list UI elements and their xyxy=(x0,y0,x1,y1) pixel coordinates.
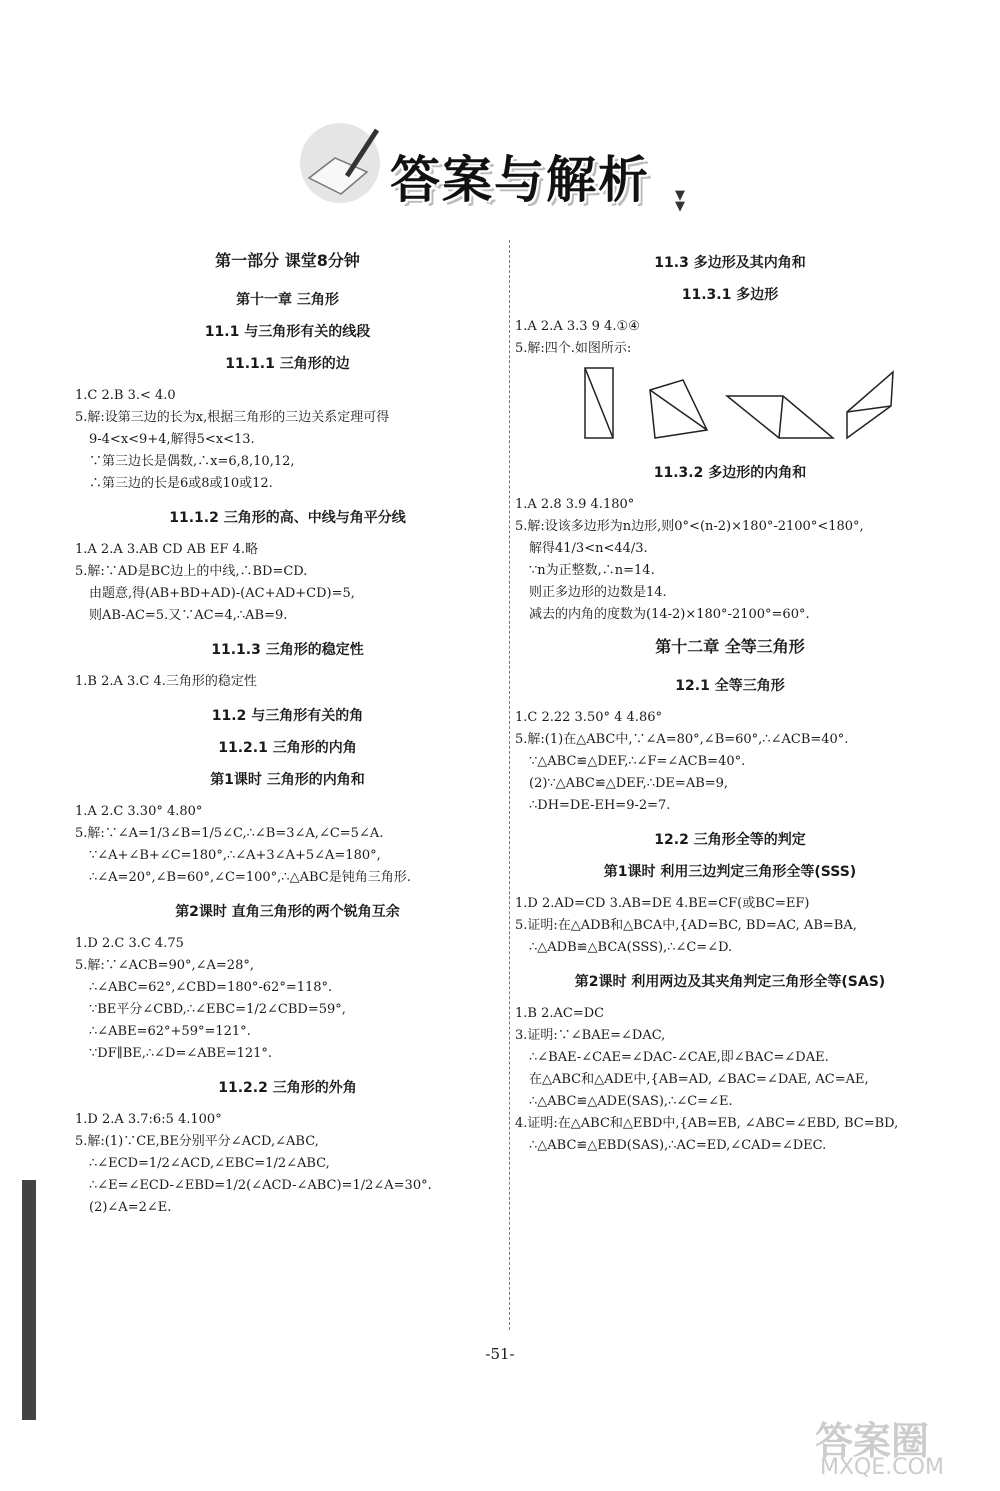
watermark-logo: 答案圈 xyxy=(815,1419,930,1463)
answer-line: 由题意,得(AB+BD+AD)-(AC+AD+CD)=5, xyxy=(89,586,355,601)
answer-line: ∴∠ABE=62°+59°=121°. xyxy=(89,1024,251,1039)
polygon-figure xyxy=(515,360,945,450)
answer-line: 1.B 2.AC=DC xyxy=(515,1006,605,1021)
answer-line: ∴∠E=∠ECD-∠EBD=1/2(∠ACD-∠ABC)=1/2∠A=30°. xyxy=(89,1178,432,1193)
answer-line: ∴DH=DE-EH=9-2=7. xyxy=(529,798,671,813)
answer-line: (2)∠A=2∠E. xyxy=(89,1200,172,1215)
page-number: -51- xyxy=(485,1345,515,1363)
answer-line: ∴△ABC≌△ADE(SAS),∴∠C=∠E. xyxy=(529,1094,733,1109)
answer-line: 减去的内角的度数为(14-2)×180°-2100°=60°. xyxy=(529,607,810,622)
section-heading: 第十一章 三角形 xyxy=(236,292,339,308)
answer-line: 9-4<x<9+4,解得5<x<13. xyxy=(89,432,255,447)
section-heading: 12.1 全等三角形 xyxy=(675,678,785,694)
answer-line: ∴∠ABC=62°,∠CBD=180°-62°=118°. xyxy=(89,980,333,995)
answer-line: 解得41/3<n<44/3. xyxy=(529,541,648,556)
page-title: 答案与解析 xyxy=(390,151,650,209)
answer-line: 5.解:∵∠ACB=90°,∠A=28°, xyxy=(75,958,254,973)
answer-line: ∵DF∥BE,∴∠D=∠ABE=121°. xyxy=(89,1046,273,1061)
answer-line: ∵BE平分∠CBD,∴∠EBC=1/2∠CBD=59°, xyxy=(89,1002,346,1017)
answer-line: ∴∠A=20°,∠B=60°,∠C=100°,∴△ABC是钝角三角形. xyxy=(89,870,411,885)
answer-line: ∴第三边的长是6或8或10或12. xyxy=(89,476,273,491)
answer-line: ∵∠A+∠B+∠C=180°,∴∠A+3∠A+5∠A=180°, xyxy=(89,848,381,863)
answer-line: 5.解:(1)在△ABC中,∵∠A=80°,∠B=60°,∴∠ACB=40°. xyxy=(515,732,849,747)
answer-line: 1.B 2.A 3.C 4.三角形的稳定性 xyxy=(75,674,257,689)
answer-line: (2)∵△ABC≌△DEF,∴DE=AB=9, xyxy=(529,776,729,791)
answer-line: 5.解:∵AD是BC边上的中线,∴BD=CD. xyxy=(75,564,308,579)
answer-line: 5.解:设该多边形为n边形,则0°<(n-2)×180°-2100°<180°, xyxy=(515,519,864,534)
header-banner xyxy=(295,118,695,218)
answer-line: 1.A 2.8 3.9 4.180° xyxy=(515,497,635,512)
answer-line: 则AB-AC=5.又∵AC=4,∴AB=9. xyxy=(89,608,288,623)
answer-line: ∵△ABC≌△DEF,∴∠F=∠ACB=40°. xyxy=(529,754,746,769)
answer-line: 5.解:∵∠A=1/3∠B=1/5∠C,∴∠B=3∠A,∠C=5∠A. xyxy=(75,826,384,841)
answer-line: ∴∠BAE-∠CAE=∠DAC-∠CAE,即∠BAC=∠DAE. xyxy=(529,1050,829,1065)
answer-line: 5.解:(1)∵CE,BE分别平分∠ACD,∠ABC, xyxy=(75,1134,319,1149)
answer-line: ∵n为正整数,∴n=14. xyxy=(529,563,655,578)
section-heading: 第2课时 利用两边及其夹角判定三角形全等(SAS) xyxy=(574,974,886,990)
section-heading: 11.3.2 多边形的内角和 xyxy=(653,465,807,481)
answer-line: 则正多边形的边数是14. xyxy=(529,585,667,600)
section-heading: 11.2.1 三角形的内角 xyxy=(218,740,357,756)
answer-line: 5.解:设第三边的长为x,根据三角形的三边关系定理可得 xyxy=(75,410,390,425)
section-heading: 11.3.1 多边形 xyxy=(681,287,779,303)
section-heading: 11.1.2 三角形的高、中线与角平分线 xyxy=(169,510,406,526)
answer-line: 1.D 2.A 3.7:6:5 4.100° xyxy=(75,1112,222,1127)
answer-line: 在△ABC和△ADE中,{AB=AD, ∠BAC=∠DAE, AC=AE, xyxy=(529,1072,869,1087)
answer-line: 1.A 2.A 3.AB CD AB EF 4.略 xyxy=(75,542,258,557)
scan-edge xyxy=(22,1180,36,1420)
section-heading: 12.2 三角形全等的判定 xyxy=(654,832,806,848)
section-heading: 11.1.1 三角形的边 xyxy=(225,356,350,372)
answer-line: 5.证明:在△ADB和△BCA中,{AD=BC, BD=AC, AB=BA, xyxy=(515,918,857,933)
answer-line: 4.证明:在△ABC和△EBD中,{AB=EB, ∠ABC=∠EBD, BC=BD, xyxy=(515,1116,899,1131)
watermark-url: MXQE.COM xyxy=(820,1455,944,1480)
section-heading: 第1课时 利用三边判定三角形全等(SSS) xyxy=(603,864,857,880)
section-heading: 11.1.3 三角形的稳定性 xyxy=(211,642,364,658)
section-heading: 11.1 与三角形有关的线段 xyxy=(204,324,371,340)
section-heading: 11.2 与三角形有关的角 xyxy=(211,708,364,724)
section-heading: 第一部分 课堂8分钟 xyxy=(215,251,360,270)
section-heading: 第2课时 直角三角形的两个锐角互余 xyxy=(175,904,400,920)
section-heading: 第十二章 全等三角形 xyxy=(655,637,805,656)
answer-line: ∴∠ECD=1/2∠ACD,∠EBC=1/2∠ABC, xyxy=(89,1156,330,1171)
answer-line: 3.证明:∵∠BAE=∠DAC, xyxy=(515,1028,666,1043)
answer-line: 1.D 2.C 3.C 4.75 xyxy=(75,936,184,951)
answer-line: 1.A 2.A 3.3 9 4.①④ xyxy=(515,319,640,334)
section-heading: 11.3 多边形及其内角和 xyxy=(654,255,806,271)
answer-line: ∴△ABC≌△EBD(SAS),∴AC=ED,∠CAD=∠DEC. xyxy=(529,1138,827,1153)
answer-line: ∵第三边长是偶数,∴x=6,8,10,12, xyxy=(89,454,295,469)
answer-line: 1.D 2.AD=CD 3.AB=DE 4.BE=CF(或BC=EF) xyxy=(515,896,810,911)
section-heading: 11.2.2 三角形的外角 xyxy=(218,1080,357,1096)
pen-book-icon xyxy=(295,118,390,213)
answer-line: 5.解:四个.如图所示: xyxy=(515,341,632,356)
column-divider xyxy=(509,240,510,1330)
left-column xyxy=(75,240,500,1219)
answer-line: ∴△ADB≌△BCA(SSS),∴∠C=∠D. xyxy=(529,940,733,955)
answer-line: 1.C 2.22 3.50° 4 4.86° xyxy=(515,710,662,725)
answer-line: 1.C 2.B 3.< 4.0 xyxy=(75,388,176,403)
chevron-down-icon: ▼ ▼ xyxy=(675,188,685,214)
right-column xyxy=(515,240,945,1157)
section-heading: 第1课时 三角形的内角和 xyxy=(210,772,365,788)
answer-line: 1.A 2.C 3.30° 4.80° xyxy=(75,804,203,819)
